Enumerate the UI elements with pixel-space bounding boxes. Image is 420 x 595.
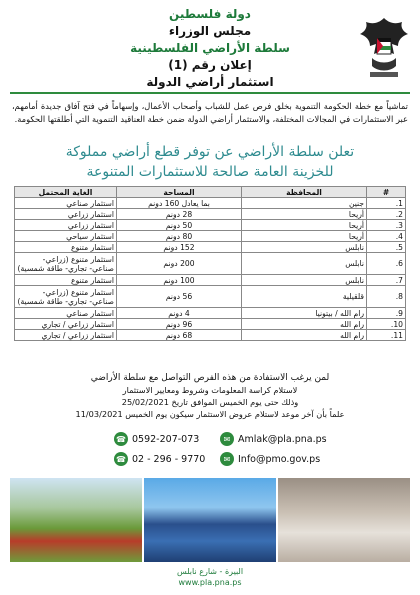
phone-landline-number: 02 - 296 - 9770 bbox=[132, 453, 206, 465]
agriculture-tractor-photo bbox=[10, 478, 142, 562]
header-cabinet: مجلس الوزراء bbox=[168, 24, 252, 38]
row-number: 7. bbox=[367, 275, 406, 286]
header-state: دولة فلسطين bbox=[169, 7, 251, 21]
phone-mobile-number: 0592-207-073 bbox=[132, 433, 200, 445]
table-row bbox=[15, 286, 406, 308]
row-area: 80 دونم bbox=[117, 231, 242, 242]
email-amlak-address: Amlak@pla.pna.ps bbox=[238, 433, 327, 445]
row-area: 50 دونم bbox=[117, 220, 242, 231]
row-purpose: استثمار صناعي bbox=[15, 308, 117, 319]
row-number: 1. bbox=[367, 198, 406, 209]
contact-block bbox=[14, 430, 406, 470]
row-governorate: أريحا bbox=[242, 220, 367, 231]
palestine-emblem-logo bbox=[356, 14, 412, 80]
table-row bbox=[15, 319, 406, 330]
col-area: المساحة bbox=[117, 187, 242, 198]
table-row bbox=[15, 275, 406, 286]
header-subject: استثمار أراضي الدولة bbox=[146, 75, 274, 89]
col-number: # bbox=[367, 187, 406, 198]
table-row bbox=[15, 253, 406, 275]
row-governorate: رام الله bbox=[242, 330, 367, 341]
cta-line-1: لمن يرغب الاستفادة من هذه الفرص التواصل مع سلطة الأراضي bbox=[90, 373, 330, 383]
row-number: 8. bbox=[367, 286, 406, 308]
row-area: 4 دونم bbox=[117, 308, 242, 319]
phone-icon: ☎ bbox=[114, 432, 128, 446]
header-divider bbox=[10, 92, 410, 94]
row-governorate: نابلس bbox=[242, 275, 367, 286]
row-area: 68 دونم bbox=[117, 330, 242, 341]
email-info-address: Info@pmo.gov.ps bbox=[238, 453, 321, 465]
row-purpose: استثمار زراعي / تجاري bbox=[15, 330, 117, 341]
row-number: 11. bbox=[367, 330, 406, 341]
title-line-2: للخزينة العامة صالحة للاستثمارات المتنوعة bbox=[86, 164, 334, 180]
row-governorate: أريحا bbox=[242, 209, 367, 220]
row-area: 200 دونم bbox=[117, 253, 242, 275]
row-area: بما يعادل 160 دونم bbox=[117, 198, 242, 209]
contact-instructions bbox=[12, 372, 408, 420]
email-info[interactable] bbox=[220, 452, 320, 466]
row-number: 2. bbox=[367, 209, 406, 220]
footer-website-link[interactable]: www.pla.pna.ps bbox=[178, 578, 242, 587]
row-governorate: قلقيلية bbox=[242, 286, 367, 308]
row-governorate: رام الله bbox=[242, 319, 367, 330]
email-amlak[interactable] bbox=[220, 432, 327, 446]
table-row bbox=[15, 308, 406, 319]
phone-icon: ☎ bbox=[114, 452, 128, 466]
table-row bbox=[15, 209, 406, 220]
table-row bbox=[15, 330, 406, 341]
cta-line-4: علماً بأن آخر موعد لاستلام عروض الاستثمار سيكون يوم الخميس 11/03/2021 bbox=[75, 409, 345, 419]
row-purpose: استثمار متنوع bbox=[15, 242, 117, 253]
cta-line-3: وذلك حتى يوم الخميس الموافق تاريخ 25/02/2021 bbox=[121, 397, 299, 407]
row-purpose: استثمار سياحي bbox=[15, 231, 117, 242]
row-number: 3. bbox=[367, 220, 406, 231]
stone-quarry-photo bbox=[278, 478, 410, 562]
row-purpose: استثمار زراعي bbox=[15, 220, 117, 231]
row-purpose: استثمار متنوع bbox=[15, 275, 117, 286]
row-area: 100 دونم bbox=[117, 275, 242, 286]
table-row bbox=[15, 242, 406, 253]
email-icon: ✉ bbox=[220, 432, 234, 446]
row-purpose: استثمار متنوع (زراعي- صناعي- تجاري- طاقة شمسية) bbox=[15, 286, 117, 308]
row-purpose: استثمار زراعي bbox=[15, 209, 117, 220]
table-row bbox=[15, 231, 406, 242]
table-header-row bbox=[15, 187, 406, 198]
row-number: 6. bbox=[367, 253, 406, 275]
footer bbox=[0, 566, 420, 588]
row-number: 4. bbox=[367, 231, 406, 242]
table-row bbox=[15, 220, 406, 231]
row-governorate: رام الله / بيتونيا bbox=[242, 308, 367, 319]
land-plots-table bbox=[14, 186, 406, 341]
solar-panels-photo bbox=[144, 478, 276, 562]
photo-strip bbox=[10, 478, 410, 562]
row-number: 10. bbox=[367, 319, 406, 330]
col-governorate: المحافظة bbox=[242, 187, 367, 198]
row-governorate: نابلس bbox=[242, 242, 367, 253]
phone-mobile[interactable] bbox=[114, 432, 199, 446]
email-icon: ✉ bbox=[220, 452, 234, 466]
row-area: 28 دونم bbox=[117, 209, 242, 220]
announcement-title bbox=[12, 142, 408, 182]
row-governorate: نابلس bbox=[242, 253, 367, 275]
row-purpose: استثمار زراعي / تجاري bbox=[15, 319, 117, 330]
row-purpose: استثمار صناعي bbox=[15, 198, 117, 209]
title-line-1: تعلن سلطة الأراضي عن توفر قطع أراضي مملوكة bbox=[65, 144, 355, 160]
col-purpose: الغاية المحتمل bbox=[15, 187, 117, 198]
header bbox=[70, 6, 350, 91]
row-governorate: جنين bbox=[242, 198, 367, 209]
row-number: 9. bbox=[367, 308, 406, 319]
table-row bbox=[15, 198, 406, 209]
row-governorate: أريحا bbox=[242, 231, 367, 242]
row-area: 96 دونم bbox=[117, 319, 242, 330]
phone-landline[interactable] bbox=[114, 452, 205, 466]
header-authority: سلطة الأراضي الفلسطينية bbox=[130, 41, 290, 55]
intro-paragraph: تماشياً مع خطة الحكومة التنموية بخلق فرص عمل للشباب وأصحاب الأعمال، وإسهاماً في فتح آفاق جديدة أمامهم، عبر الاستثمارات في المجالات المختلفة، والاستثمار أراضي الدولة ضمن خطة العناقيد التنموية التي أطلقتها الحكومة. bbox=[12, 101, 408, 124]
header-announcement: إعلان رقم (1) bbox=[168, 58, 252, 72]
row-area: 152 دونم bbox=[117, 242, 242, 253]
row-number: 5. bbox=[367, 242, 406, 253]
row-area: 56 دونم bbox=[117, 286, 242, 308]
footer-address: البيرة - شارع نابلس bbox=[176, 567, 244, 576]
cta-line-2: لاستلام كراسة المعلومات وشروط ومعايير الاستثمار bbox=[122, 385, 298, 395]
row-purpose: استثمار متنوع (زراعي- صناعي- تجاري- طاقة شمسية) bbox=[15, 253, 117, 275]
